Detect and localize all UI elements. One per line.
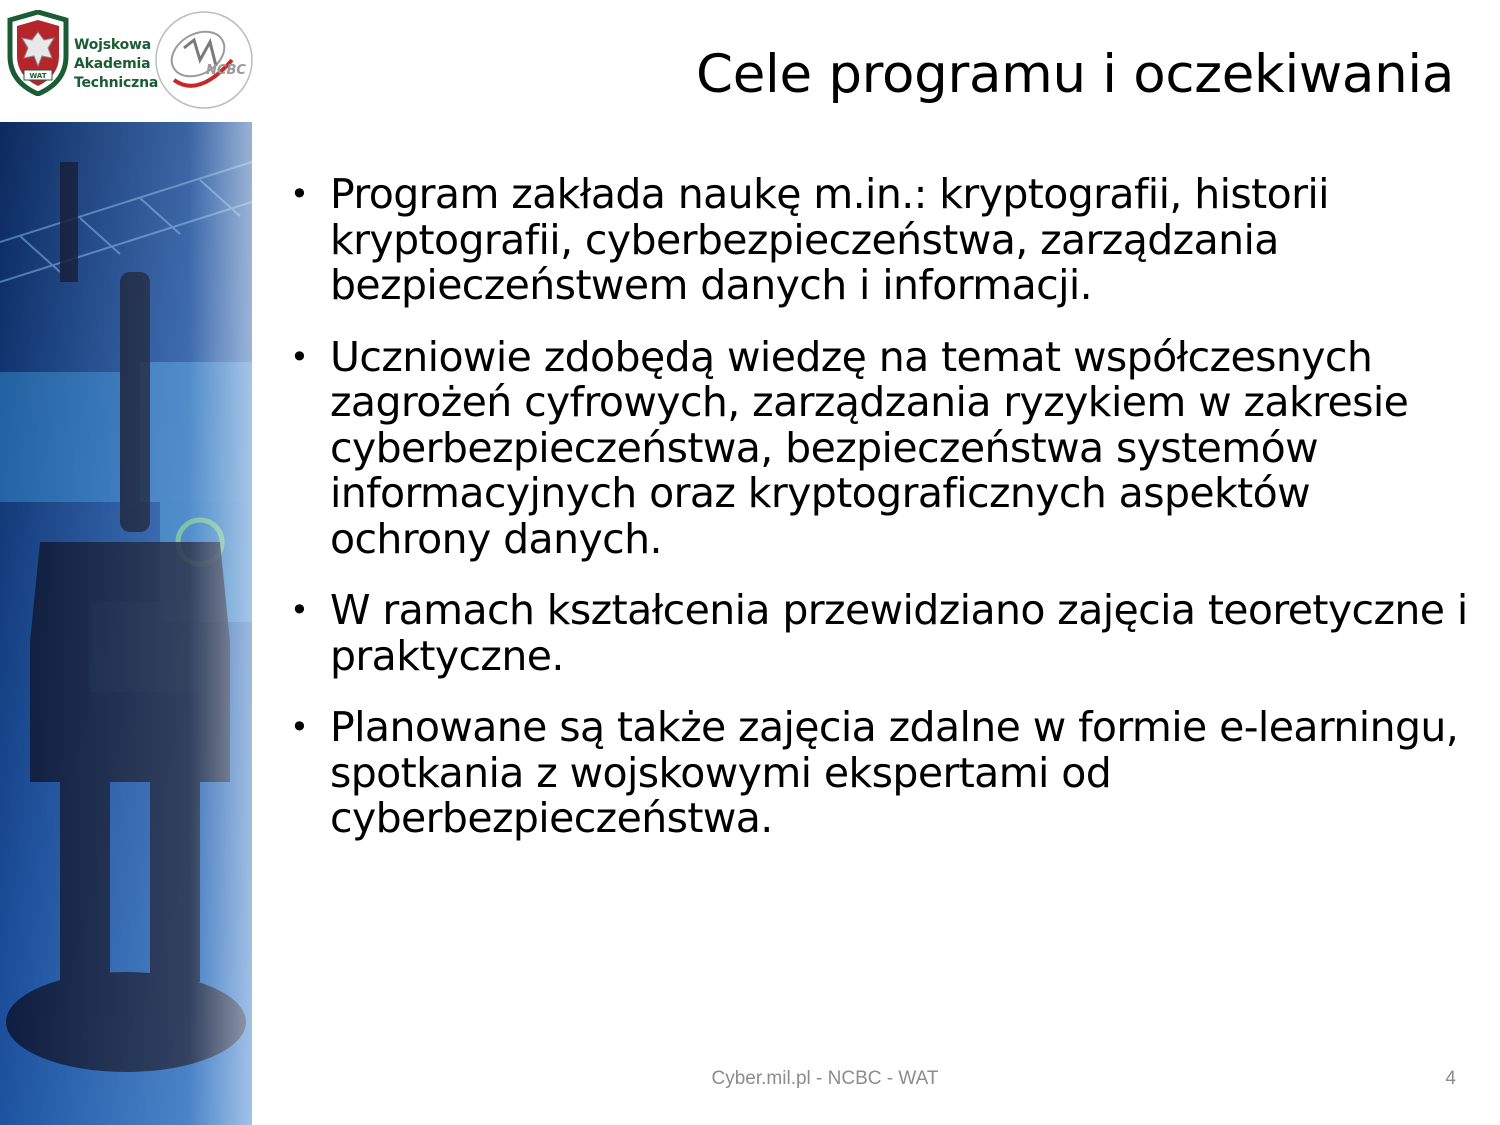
bullet-icon: • <box>290 591 309 629</box>
slide-title: Cele programu i oczekiwania <box>696 44 1454 105</box>
bullet-list <box>290 172 1470 868</box>
page-number: 4 <box>1445 1068 1456 1089</box>
list-item <box>290 332 1470 563</box>
cyber-lab-photo <box>0 122 252 1125</box>
list-item <box>290 588 1470 679</box>
bullet-text: W ramach kształcenia przewidziano zajęcia teoretyczne i praktyczne. <box>330 586 1468 680</box>
bullet-text: Program zakłada naukę m.in.: kryptografii, historii kryptografii, cyberbezpieczeństwa, zarządzania bezpieczeństwem danych i informacji. <box>330 170 1329 309</box>
list-item <box>290 705 1470 842</box>
svg-text:WAT: WAT <box>29 72 47 80</box>
svg-text:NCBC: NCBC <box>206 63 246 78</box>
bullet-text: Uczniowie zdobędą wiedzę na temat współczesnych zagrożeń cyfrowych, zarządzania ryzykiem w zakresie cyberbezpieczeństwa, bezpieczeństwa systemów informacyjnych oraz kryptograficznych aspektów ochrony danych. <box>330 332 1409 563</box>
bullet-icon: • <box>290 337 309 376</box>
bullet-text: Planowane są także zajęcia zdalne w formie e-learningu, spotkania z wojskowymi ekspertami od cyberbezpieczeństwa. <box>330 703 1459 842</box>
wat-logo-line-3: Techniczna <box>74 75 159 91</box>
footer-text: Cyber.mil.pl - NCBC - WAT <box>711 1068 939 1089</box>
wat-shield-icon <box>4 10 72 96</box>
wat-logo <box>4 10 159 98</box>
wat-logo-line-1: Wojskowa <box>74 37 152 53</box>
bullet-icon: • <box>290 175 309 213</box>
list-item <box>290 172 1470 309</box>
bullet-icon: • <box>290 708 309 746</box>
wat-logo-line-2: Akademia <box>74 56 151 72</box>
ncbc-logo-icon <box>154 10 254 110</box>
